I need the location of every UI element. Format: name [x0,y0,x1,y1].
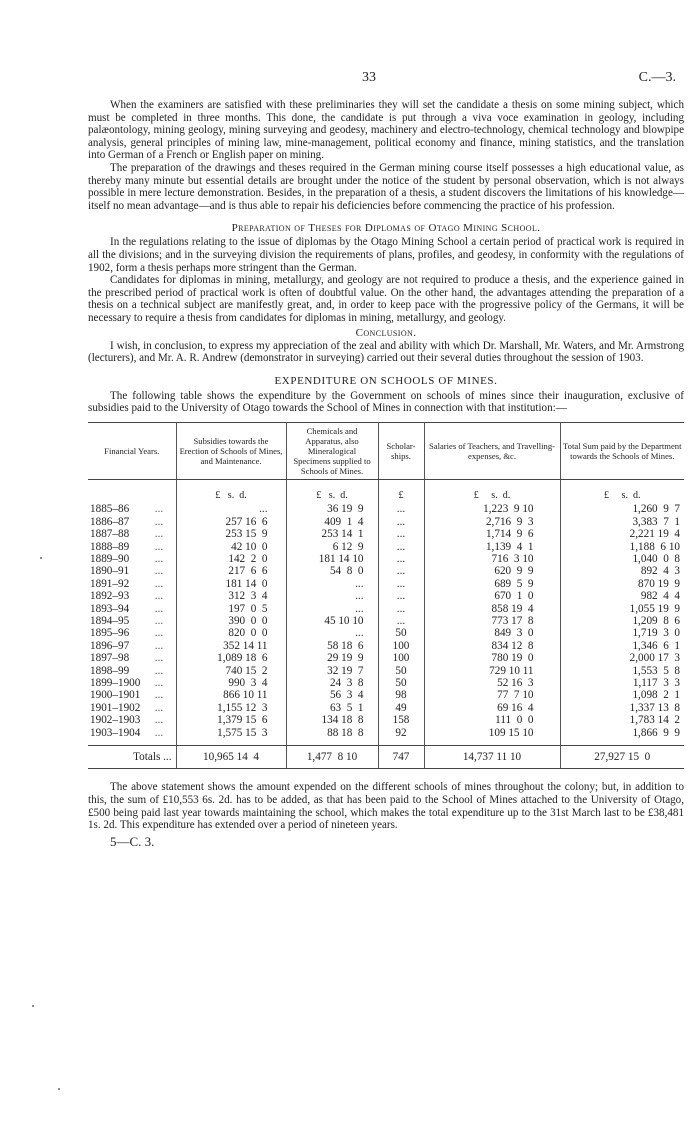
cell-year [88,565,176,577]
section-title-expenditure: EXPENDITURE ON SCHOOLS OF MINES. [274,374,498,387]
cell-salaries: 111 0 0 [424,714,560,726]
cell-chemicals: 45 10 10 [286,615,378,627]
leader-dots: ... [154,614,164,627]
totals-row [88,746,684,769]
cell-scholarships: 98 [378,689,424,701]
cell-scholarships: 158 [378,714,424,726]
table-row [88,652,684,664]
table-row [88,714,684,726]
cell-chemicals: 24 3 8 [286,677,378,689]
cell-total: 982 4 4 [640,590,680,603]
year-label: 1897–98 [90,652,130,665]
leader-dots: ... [154,503,164,516]
cell-subsidies: 352 14 11 [176,640,286,652]
page-header [88,70,684,90]
cell-year [88,640,176,652]
page-number: 33 [362,70,376,85]
margin-mark [32,1005,34,1007]
cell-chemicals: 63 5 1 [286,702,378,714]
column-header-scholarships: Scholar-ships. [378,422,424,479]
cell-scholarships: ... [378,528,424,540]
cell-total: 1,117 3 3 [632,676,680,689]
year-label: 1899–1900 [90,676,141,689]
cell-year [88,702,176,714]
cell-scholarships: 100 [378,652,424,664]
column-header-chemicals: Chemicals and Apparatus, also Mineralogical Specimens supplied to Schools of Mines. [286,422,378,479]
cell-year [88,528,176,540]
cell-chemicals: 36 19 9 [286,502,378,515]
cell-subsidies: 866 10 11 [176,689,286,701]
table-row [88,627,684,639]
cell-total: 1,346 6 1 [632,639,680,652]
cell-total: 892 4 3 [640,565,680,578]
cell-subsidies: 253 15 9 [176,528,286,540]
year-label: 1889–90 [90,552,130,565]
cell-salaries: 729 10 11 [424,665,560,677]
paragraph: When the examiners are satisfied with these preliminaries they will set the candidate a thesis on some mining subject, which must be completed in three months. This done, the candidate is put through a viva voce examination in geology, including palæontology, mining geology, mining surveying and geodesy, machinery and electro-technology, chemical technology and blowpipe analysis, general principles of mining law, mine-management, political economy and finance, mining statistics, and the translation into German of a French or English paper on mining. [88,99,684,162]
cell-subsidies: 257 16 6 [176,516,286,528]
leader-dots: ... [154,652,164,665]
cell-scholarships: ... [378,578,424,590]
leader-dots: ... [154,528,164,541]
cell-total: 1,866 9 9 [632,726,680,739]
cell-chemicals: ... [286,603,378,615]
cell-salaries: 780 19 0 [424,652,560,664]
cell-scholarships: 50 [378,665,424,677]
cell-year [88,677,176,689]
year-label: 1891–92 [90,577,130,590]
year-label: 1887–88 [90,528,130,541]
cell-chemicals: 29 19 9 [286,652,378,664]
cell-year [88,652,176,664]
paragraph: The following table shows the expenditure by the Government on schools of mines since their inauguration, exclusive of subsidies paid to the University of Otago towards the School of Mines in connection with that institution:— [88,389,684,415]
leader-dots: ... [154,664,164,677]
cell-subsidies: 1,379 15 6 [176,714,286,726]
cell-year [88,590,176,602]
cell-year [88,615,176,627]
cell-total: 870 19 9 [638,577,680,590]
cell-chemicals: 134 18 8 [286,714,378,726]
cell-scholarships: ... [378,516,424,528]
year-label: 1902–1903 [90,714,141,727]
total-salaries: 14,737 11 10 [424,746,560,769]
cell-subsidies: 1,155 12 3 [176,702,286,714]
cell-total: 1,553 5 8 [632,664,680,677]
table-row [88,565,684,577]
cell-chemicals: 56 3 4 [286,689,378,701]
unit-label: £ s. d. [604,489,641,501]
cell-year [88,578,176,590]
cell-salaries: 620 9 9 [424,565,560,577]
year-label: 1888–89 [90,540,130,553]
margin-mark [40,557,42,559]
cell-total: 1,719 3 0 [632,627,680,640]
leader-dots: ... [154,577,164,590]
year-label: 1890–91 [90,565,130,578]
table-row [88,640,684,652]
cell-scholarships: 50 [378,677,424,689]
cell-subsidies: 197 0 5 [176,603,286,615]
paragraph: In the regulations relating to the issue of diplomas by the Otago Mining School a certain period of practical work is required in all the divisions; and in the surveying division the requirements of plans, profiles, and geodesy, in conformity with the regulations of 1902, form a thesis perhaps more stringent than the German. [88,236,684,274]
year-label: 1898–99 [90,664,130,677]
cell-scholarships: ... [378,502,424,515]
table-row [88,677,684,689]
cell-chemicals: ... [286,578,378,590]
cell-year [88,603,176,615]
table-row [88,590,684,602]
table-row [88,727,684,746]
column-header-year: Financial Years. [88,422,176,479]
year-label: 1900–1901 [90,689,141,702]
cell-subsidies: 390 0 0 [176,615,286,627]
cell-subsidies: 312 3 4 [176,590,286,602]
paragraph: Candidates for diplomas in mining, metallurgy, and geology are not required to produce a thesis, and the experience gained in the prescribed period of practical work is often of doubtful value. On the other hand, the advantages attending the preparation of a thesis on a technical subject are manifestly great, and, in order to keep pace with the progressive policy of the Germans, it will be necessary to require a thesis from candidates for diplomas in mining, metallurgy, and geology. [88,274,684,324]
margin-mark [58,1088,60,1090]
cell-total: 1,040 0 8 [632,552,680,565]
table-row [88,541,684,553]
cell-year [88,714,176,726]
total-sum: 27,927 15 0 [560,746,684,769]
table-row [88,702,684,714]
leader-dots: ... [154,515,164,528]
cell-total: 1,209 8 6 [632,614,680,627]
year-label: 1885–86 [90,503,130,516]
table-row [88,615,684,627]
unit-label: £ s. d. [424,479,560,502]
column-header-total: Total Sum paid by the Department towards the Schools of Mines. [560,422,684,479]
cell-salaries: 858 19 4 [424,603,560,615]
cell-chemicals: ... [286,627,378,639]
cell-chemicals: 6 12 9 [286,541,378,553]
leader-dots: ... [154,540,164,553]
cell-subsidies: 181 14 0 [176,578,286,590]
cell-salaries: 52 16 3 [424,677,560,689]
cell-salaries: 849 3 0 [424,627,560,639]
table-row [88,553,684,565]
column-header-subsidies: Subsidies towards the Erection of Schools of Mines, and Maintenance. [176,422,286,479]
year-label: 1896–97 [90,639,130,652]
leader-dots: ... [154,726,164,739]
cell-salaries: 834 12 8 [424,640,560,652]
cell-salaries: 1,139 4 1 [424,541,560,553]
intro-section [88,99,684,212]
paragraph: The above statement shows the amount expended on the different schools of mines throughout the colony; but, in addition to this, the sum of £10,553 6s. 2d. has to be added, as that has been paid to the School of Mines attached to the University of Otago, £500 being paid last year towards maintaining the school, which makes the total expenditure up to the 31st March last to be £38,481 1s. 2d. This expenditure has extended over a period of nineteen years. [88,781,684,832]
cell-subsidies: ... [176,502,286,515]
footer-reference: 5—C. 3. [110,833,155,849]
section-title-preparation: Preparation of Theses for Diplomas of Otago Mining School. [231,222,541,235]
cell-subsidies: 142 2 0 [176,553,286,565]
cell-scholarships: ... [378,553,424,565]
section-title-conclusion: Conclusion. [355,326,417,339]
leader-dots: ... [154,676,164,689]
table-row [88,516,684,528]
leader-dots: ... [154,590,164,603]
leader-dots: ... [154,627,164,640]
unit-label: £ [378,479,424,502]
cell-subsidies: 990 3 4 [176,677,286,689]
cell-scholarships: ... [378,590,424,602]
total-scholarships: 747 [378,746,424,769]
document-page [88,0,684,850]
expenditure-table [88,422,684,770]
cell-salaries: 670 1 0 [424,590,560,602]
cell-chemicals: 253 14 1 [286,528,378,540]
table-row [88,689,684,701]
cell-total: 2,000 17 3 [629,652,680,665]
cell-total: 1,055 19 9 [629,602,680,615]
totals-label: Totals ... [88,746,176,769]
paragraph: The preparation of the drawings and theses required in the German mining course itself possesses a high educational value, as thereby many minute but essential details are brought under the notice of the student by personal observation, which is not always possible in mere lecture demonstration. Besides, in the preparation of a thesis, a student discovers the limitations of his knowledge—itself no mean advantage—and is thus able to repair his deficiencies before commencing the practice of his profession. [88,161,684,212]
cell-total: 2,221 19 4 [629,528,680,541]
cell-chemicals: ... [286,590,378,602]
cell-total: 3,383 7 1 [632,515,680,528]
year-label: 1892–93 [90,590,130,603]
cell-year [88,553,176,565]
leader-dots: ... [154,602,164,615]
year-label: 1886–87 [90,515,130,528]
table-row [88,603,684,615]
table-row [88,665,684,677]
units-row [88,479,684,502]
cell-year [88,689,176,701]
year-label: 1893–94 [90,602,130,615]
year-label: 1894–95 [90,614,130,627]
total-subsidies: 10,965 14 4 [176,746,286,769]
cell-chemicals: 409 1 4 [286,516,378,528]
cell-scholarships: 100 [378,640,424,652]
unit-label: £ s. d. [286,479,378,502]
cell-year [88,541,176,553]
table-row [88,502,684,515]
cell-total: 1,260 9 7 [632,503,680,516]
cell-scholarships: 92 [378,727,424,746]
cell-salaries: 69 16 4 [424,702,560,714]
leader-dots: ... [154,565,164,578]
cell-subsidies: 217 6 6 [176,565,286,577]
year-label: 1901–1902 [90,701,141,714]
cell-scholarships: ... [378,603,424,615]
cell-scholarships: 50 [378,627,424,639]
table-header-row [88,422,684,479]
cell-year [88,627,176,639]
cell-salaries: 1,223 9 10 [424,502,560,515]
leader-dots: ... [154,689,164,702]
table-row [88,528,684,540]
cell-total: 1,188 6 10 [629,540,680,553]
cell-salaries: 689 5 9 [424,578,560,590]
cell-chemicals: 181 14 10 [286,553,378,565]
cell-year [88,516,176,528]
cell-subsidies: 740 15 2 [176,665,286,677]
cell-total: 1,783 14 2 [629,714,680,727]
cell-scholarships: ... [378,565,424,577]
cell-chemicals: 58 18 6 [286,640,378,652]
leader-dots: ... [154,552,164,565]
cell-year [88,665,176,677]
document-reference: C.—3. [638,70,676,85]
cell-total: 1,337 13 8 [629,701,680,714]
total-chemicals: 1,477 8 10 [286,746,378,769]
cell-subsidies: 42 10 0 [176,541,286,553]
year-label: 1895–96 [90,627,130,640]
table-row [88,578,684,590]
cell-salaries: 77 7 10 [424,689,560,701]
table-body [88,479,684,745]
cell-year [88,502,176,515]
leader-dots: ... [154,714,164,727]
cell-salaries: 2,716 9 3 [424,516,560,528]
cell-chemicals: 54 8 0 [286,565,378,577]
cell-year [88,727,176,746]
cell-subsidies: 1,089 18 6 [176,652,286,664]
cell-salaries: 109 15 10 [424,727,560,746]
cell-scholarships: ... [378,541,424,553]
cell-scholarships: ... [378,615,424,627]
cell-chemicals: 32 19 7 [286,665,378,677]
cell-total: 1,098 2 1 [632,689,680,702]
cell-subsidies: 820 0 0 [176,627,286,639]
year-label: 1903–1904 [90,726,141,739]
cell-scholarships: 49 [378,702,424,714]
leader-dots: ... [154,701,164,714]
column-header-salaries: Salaries of Teachers, and Travelling-expenses, &c. [424,422,560,479]
paragraph: I wish, in conclusion, to express my appreciation of the zeal and ability with which Dr. Marshall, Mr. Waters, and Mr. Armstrong (lecturers), and Mr. A. R. Andrew (demonstrator in surveying) carried out their several duties throughout the session of 1903. [88,339,684,365]
cell-subsidies: 1,575 15 3 [176,727,286,746]
cell-salaries: 1,714 9 6 [424,528,560,540]
cell-chemicals: 88 18 8 [286,727,378,746]
unit-label: £ s. d. [176,479,286,502]
cell-salaries: 773 17 8 [424,615,560,627]
cell-salaries: 716 3 10 [424,553,560,565]
leader-dots: ... [154,639,164,652]
